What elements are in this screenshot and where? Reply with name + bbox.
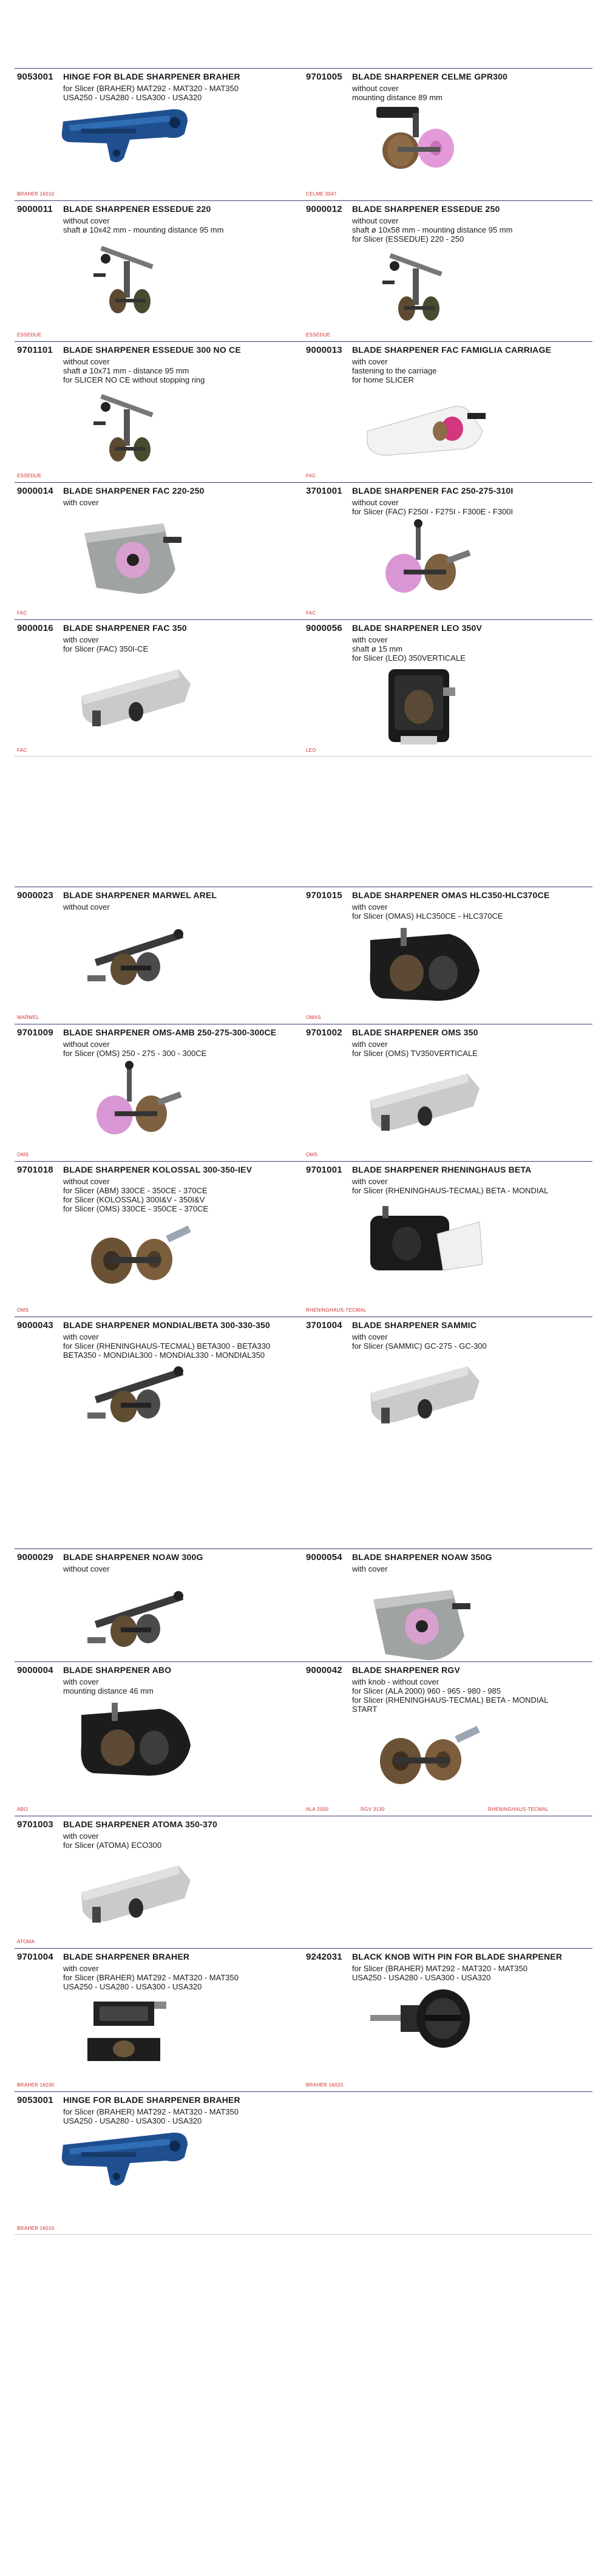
- product-code: 9701018: [17, 1165, 53, 1175]
- description-line: for Slicer (FAC) F250I - F275I - F300E - F300I: [352, 507, 514, 516]
- product-code: 9701004: [17, 1952, 53, 1962]
- product-code: 9701101: [17, 345, 53, 355]
- description-line: with cover: [352, 1332, 388, 1341]
- description-line: shaft ø 10x71 mm - distance 95 mm: [63, 366, 189, 375]
- product-description: [63, 1564, 110, 1573]
- description-line: with cover: [63, 1964, 99, 1973]
- product-code: 9701001: [306, 1165, 342, 1175]
- description-line: USA250 - USA280 - USA300 - USA320: [63, 2116, 202, 2125]
- description-line: shaft ø 10x42 mm - mounting distance 95 mm: [63, 225, 224, 234]
- product-title: BLADE SHARPENER ESSEDUE 220: [63, 204, 211, 214]
- product-title: BLADE SHARPENER ESSEDUE 250: [352, 204, 500, 214]
- product-description: [352, 1564, 388, 1573]
- description-line: without cover: [352, 216, 399, 225]
- brand-tag: ESSEDUE: [306, 332, 331, 338]
- brand-tag: BRAHER 16020: [306, 2082, 344, 2088]
- catalog-row: [15, 1661, 592, 1816]
- catalog-row: [15, 1161, 592, 1317]
- catalog-row: [15, 887, 592, 1024]
- description-line: without cover: [63, 1040, 110, 1049]
- product-photo-arm-sharpener-icon: [75, 1583, 197, 1661]
- catalog-row: [15, 1317, 592, 1468]
- brand-tag: MARWEL: [17, 1015, 39, 1020]
- product-description: [63, 1677, 154, 1695]
- description-line: BETA350 - MONDIAL300 - MONDIAL330 - MONDIAL350: [63, 1351, 265, 1360]
- catalog-row: [15, 1024, 592, 1161]
- description-line: with cover: [352, 635, 388, 644]
- description-line: without cover: [352, 498, 399, 507]
- description-line: for home SLICER: [352, 375, 414, 384]
- description-line: without cover: [63, 902, 110, 911]
- product-card[interactable]: [304, 482, 592, 619]
- product-card[interactable]: [15, 619, 304, 757]
- product-description: [63, 902, 110, 911]
- product-card[interactable]: [304, 341, 592, 482]
- product-code: 3701001: [306, 486, 342, 496]
- description-line: without cover: [63, 216, 110, 225]
- product-title: BLADE SHARPENER OMS 350: [352, 1027, 478, 1037]
- product-card: [304, 2091, 592, 2235]
- catalog-section-3: [15, 1549, 592, 2235]
- product-photo-blue-hinge-icon: [57, 2121, 197, 2193]
- description-line: for SLICER NO CE without stopping ring: [63, 375, 205, 384]
- description-line: USA250 - USA280 - USA300 - USA320: [63, 93, 202, 102]
- product-photo-two-part-kit-icon: [81, 1989, 178, 2074]
- product-description: [63, 498, 99, 507]
- product-photo-black-white-cover-icon: [364, 1198, 486, 1283]
- product-description: [352, 357, 436, 384]
- product-photo-pink-pair-icon: [78, 1059, 200, 1144]
- brand-tag: OMAS: [306, 1015, 321, 1020]
- product-card[interactable]: [304, 1317, 592, 1468]
- product-code: 9000056: [306, 623, 342, 633]
- description-line: fastening to the carriage: [352, 366, 437, 375]
- catalog-section-1: [15, 68, 592, 757]
- product-photo-big-stones-icon: [364, 1712, 486, 1797]
- catalog-row: [15, 341, 592, 482]
- product-photo-shaft-sharpener-icon: [81, 243, 178, 322]
- description-line: for Slicer (RHENINGHAUS-TECMAL) BETA300 - BETA330: [63, 1341, 271, 1351]
- description-line: shaft ø 15 mm: [352, 644, 403, 653]
- product-photo-arm-sharpener-icon: [75, 921, 197, 1000]
- product-card[interactable]: [15, 68, 304, 200]
- product-card[interactable]: [15, 1024, 304, 1161]
- product-card[interactable]: [15, 200, 304, 341]
- product-code: 9000054: [306, 1552, 342, 1562]
- product-code: 9053001: [17, 2095, 53, 2105]
- catalog-row: [15, 1948, 592, 2091]
- description-line: with knob - without cover: [352, 1677, 439, 1686]
- catalog-row: [15, 482, 592, 619]
- product-photo-arm-sharpener-icon: [75, 1358, 197, 1437]
- brand-tag: BRAHER 16010: [17, 2226, 55, 2231]
- product-description: [63, 1177, 208, 1213]
- product-card[interactable]: [304, 68, 592, 200]
- product-card[interactable]: [304, 619, 592, 757]
- brand-tag: LEO: [306, 748, 316, 753]
- product-title: BLADE SHARPENER FAC 350: [63, 623, 187, 633]
- product-description: [352, 1677, 548, 1714]
- product-card[interactable]: [304, 1024, 592, 1161]
- catalog-row: [15, 2091, 592, 2235]
- product-description: [352, 1964, 527, 1982]
- catalog-section-2: [15, 887, 592, 1468]
- product-description: [352, 498, 513, 516]
- product-code: 9000013: [306, 345, 342, 355]
- product-title: BLADE SHARPENER OMAS HLC350-HLC370CE: [352, 890, 550, 900]
- description-line: with cover: [352, 1040, 388, 1049]
- product-description: [63, 1831, 161, 1850]
- product-title: HINGE FOR BLADE SHARPENER BRAHER: [63, 72, 240, 81]
- product-code: 9701003: [17, 1819, 53, 1830]
- product-photo-long-cover-icon: [75, 1856, 197, 1935]
- product-card[interactable]: [15, 482, 304, 619]
- product-description: [352, 635, 466, 663]
- product-title: BLADE SHARPENER RGV: [352, 1665, 461, 1675]
- product-card[interactable]: [15, 1161, 304, 1317]
- brand-tag: FAC: [17, 610, 27, 616]
- description-line: for Slicer (KOLOSSAL) 300I&V - 350I&V: [63, 1195, 205, 1204]
- product-title: BLADE SHARPENER CELME GPR300: [352, 72, 508, 81]
- description-line: for Slicer (BRAHER) MAT292 - MAT320 - MAT350: [63, 2107, 239, 2116]
- product-card[interactable]: [304, 887, 592, 1024]
- product-title: BLADE SHARPENER FAC 250-275-310I: [352, 486, 514, 496]
- product-photo-black-knob-icon: [364, 1981, 486, 2060]
- product-title: BLADE SHARPENER ATOMA 350-370: [63, 1819, 217, 1829]
- catalog-row: [15, 1549, 592, 1661]
- product-code: 9242031: [306, 1952, 342, 1962]
- product-code: 9000043: [17, 1320, 53, 1331]
- product-title: BLADE SHARPENER RHENINGHAUS BETA: [352, 1165, 532, 1174]
- product-code: 9701009: [17, 1027, 53, 1038]
- product-title: BLADE SHARPENER ABO: [63, 1665, 172, 1675]
- description-line: with cover: [352, 1177, 388, 1186]
- product-photo-pink-pair-icon: [367, 517, 489, 602]
- product-code: 9000042: [306, 1665, 342, 1675]
- brand-tag: RHENINGHAUS-TECMAL: [488, 1807, 549, 1812]
- product-description: [63, 216, 223, 234]
- description-line: without cover: [63, 1177, 110, 1186]
- description-line: for Slicer (FAC) 350I-CE: [63, 644, 149, 653]
- product-code: 9000011: [17, 204, 53, 214]
- product-card[interactable]: [304, 1661, 592, 1816]
- product-photo-shaft-sharpener-icon: [370, 250, 467, 329]
- description-line: USA250 - USA280 - USA300 - USA320: [352, 1973, 491, 1982]
- product-photo-black-box-icon: [376, 663, 461, 754]
- product-code: 9701002: [306, 1027, 342, 1038]
- product-title: BLADE SHARPENER NOAW 350G: [352, 1552, 492, 1562]
- brand-tag: BRAHER 16030: [17, 2082, 55, 2088]
- product-code: 9000014: [17, 486, 53, 496]
- brand-tag: RHENINGHAUS-TECMAL: [306, 1307, 367, 1313]
- brand-tag: ABO: [17, 1807, 28, 1812]
- product-title: BLADE SHARPENER FAC FAMIGLIA CARRIAGE: [352, 345, 552, 355]
- description-line: mounting distance 89 mm: [352, 93, 443, 102]
- brand-tag: ALA 2000: [306, 1807, 329, 1812]
- catalog-row: [15, 68, 592, 200]
- product-photo-long-cover-icon: [75, 659, 197, 738]
- product-photo-long-cover-icon: [364, 1357, 486, 1436]
- product-description: [63, 357, 205, 384]
- catalog-row: [15, 1816, 592, 1948]
- description-line: START: [352, 1705, 378, 1714]
- description-line: for Slicer (BRAHER) MAT292 - MAT320 - MAT350: [352, 1964, 527, 1973]
- brand-tag: FAC: [306, 610, 316, 616]
- product-description: [63, 1332, 270, 1360]
- product-code: 9701005: [306, 72, 342, 82]
- catalog-row: [15, 200, 592, 341]
- brand-tag: FAC: [17, 748, 27, 753]
- brand-tag: OMS: [17, 1152, 29, 1157]
- product-code: 3701004: [306, 1320, 342, 1331]
- product-code: 9000016: [17, 623, 53, 633]
- description-line: for Slicer (OMS) TV350VERTICALE: [352, 1049, 478, 1058]
- description-line: without cover: [63, 1564, 110, 1573]
- product-description: [352, 1332, 487, 1351]
- product-title: BLADE SHARPENER OMS-AMB 250-275-300-300CE: [63, 1027, 277, 1037]
- description-line: with cover: [63, 1332, 99, 1341]
- description-line: for Slicer (ESSEDUE) 220 - 250: [352, 234, 464, 244]
- product-photo-white-cover-icon: [361, 389, 495, 462]
- product-title: BLADE SHARPENER KOLOSSAL 300-350-IEV: [63, 1165, 253, 1174]
- description-line: without cover: [352, 84, 399, 93]
- product-photo-grey-cover-pink-icon: [72, 515, 194, 600]
- product-card[interactable]: [304, 1948, 592, 2091]
- product-title: BLADE SHARPENER MARWEL AREL: [63, 890, 217, 900]
- brand-tag: ESSEDUE: [17, 473, 42, 479]
- description-line: USA250 - USA280 - USA300 - USA320: [63, 1982, 202, 1991]
- product-code: 9053001: [17, 72, 53, 82]
- description-line: with cover: [352, 1564, 388, 1573]
- description-line: mounting distance 46 mm: [63, 1686, 154, 1695]
- product-card[interactable]: [15, 887, 304, 1024]
- product-card[interactable]: [15, 1549, 304, 1661]
- product-card[interactable]: [304, 1161, 592, 1317]
- product-title: HINGE FOR BLADE SHARPENER BRAHER: [63, 2095, 240, 2105]
- product-photo-grey-cover-pink-icon: [361, 1581, 483, 1666]
- product-card[interactable]: [15, 1948, 304, 2091]
- brand-tag: FAC: [306, 473, 316, 479]
- product-code: 9000004: [17, 1665, 53, 1675]
- catalog-row: [15, 619, 592, 757]
- product-title: BLADE SHARPENER FAC 220-250: [63, 486, 205, 496]
- product-title: BLADE SHARPENER BRAHER: [63, 1952, 190, 1961]
- product-code: 9701015: [306, 890, 342, 901]
- product-code: 9000023: [17, 890, 53, 901]
- brand-tag: RGV 3130: [361, 1807, 385, 1812]
- product-card[interactable]: [304, 1549, 592, 1661]
- description-line: shaft ø 10x58 mm - mounting distance 95 mm: [352, 225, 513, 234]
- brand-tag: OMS: [306, 1152, 318, 1157]
- product-photo-black-cover-icon: [358, 922, 492, 1007]
- product-card[interactable]: [15, 1661, 304, 1816]
- product-description: [352, 902, 503, 921]
- description-line: for Slicer (RHENINGHAUS-TECMAL) BETA - MONDIAL: [352, 1695, 549, 1705]
- product-card[interactable]: [304, 200, 592, 341]
- product-description: [352, 216, 512, 244]
- product-code: 9000012: [306, 204, 342, 214]
- product-card[interactable]: [15, 1317, 304, 1468]
- description-line: for Slicer (ALA 2000) 960 - 965 - 980 - 985: [352, 1686, 501, 1695]
- brand-tag: ESSEDUE: [17, 332, 42, 338]
- description-line: for Slicer (BRAHER) MAT292 - MAT320 - MAT350: [63, 1973, 239, 1982]
- product-description: [63, 635, 148, 653]
- brand-tag: BRAHER 16010: [17, 191, 55, 197]
- description-line: with cover: [63, 635, 99, 644]
- description-line: for Slicer (SAMMIC) GC-275 - GC-300: [352, 1341, 487, 1351]
- description-line: for Slicer (RHENINGHAUS-TECMAL) BETA - MONDIAL: [352, 1186, 549, 1195]
- product-title: BLADE SHARPENER LEO 350V: [352, 623, 483, 633]
- description-line: for Slicer (OMAS) HLC350CE - HLC370CE: [352, 911, 503, 921]
- product-photo-shaft-sharpener-icon: [81, 391, 178, 470]
- brand-tag: OMS: [17, 1307, 29, 1313]
- product-card[interactable]: [15, 1816, 304, 1948]
- product-title: BLADE SHARPENER SAMMIC: [352, 1320, 477, 1330]
- product-description: [352, 1040, 478, 1058]
- brand-tag: ATOMA: [17, 1939, 35, 1944]
- description-line: without cover: [63, 357, 110, 366]
- description-line: for Slicer (ABM) 330CE - 350CE - 370CE: [63, 1186, 208, 1195]
- product-photo-black-cover-icon: [69, 1697, 203, 1782]
- description-line: with cover: [63, 1677, 99, 1686]
- product-photo-big-stones-icon: [75, 1212, 197, 1297]
- brand-tag: CELME 3047: [306, 191, 337, 197]
- product-description: [63, 1964, 239, 1991]
- product-card: [304, 1816, 592, 1948]
- description-line: for Slicer (BRAHER) MAT292 - MAT320 - MAT350: [63, 84, 239, 93]
- product-title: BLADE SHARPENER MONDIAL/BETA 300-330-350: [63, 1320, 270, 1330]
- description-line: with cover: [352, 902, 388, 911]
- description-line: for Slicer (OMS) 330CE - 350CE - 370CE: [63, 1204, 209, 1213]
- description-line: with cover: [63, 498, 99, 507]
- product-photo-pink-stone-sharpener-icon: [364, 95, 467, 174]
- product-card[interactable]: [15, 341, 304, 482]
- description-line: for Slicer (LEO) 350VERTICALE: [352, 653, 466, 663]
- product-photo-blue-hinge-icon: [57, 97, 197, 170]
- product-title: BLADE SHARPENER NOAW 300G: [63, 1552, 203, 1562]
- product-code: 9000029: [17, 1552, 53, 1562]
- product-photo-long-cover-icon: [364, 1064, 486, 1143]
- description-line: for Slicer (OMS) 250 - 275 - 300 - 300CE: [63, 1049, 207, 1058]
- product-description: [63, 1040, 206, 1058]
- product-card[interactable]: [15, 2091, 304, 2235]
- product-title: BLACK KNOB WITH PIN FOR BLADE SHARPENER: [352, 1952, 563, 1961]
- product-description: [352, 1177, 548, 1195]
- description-line: with cover: [352, 357, 388, 366]
- description-line: with cover: [63, 1831, 99, 1841]
- product-title: BLADE SHARPENER ESSEDUE 300 NO CE: [63, 345, 241, 355]
- description-line: for Slicer (ATOMA) ECO300: [63, 1841, 162, 1850]
